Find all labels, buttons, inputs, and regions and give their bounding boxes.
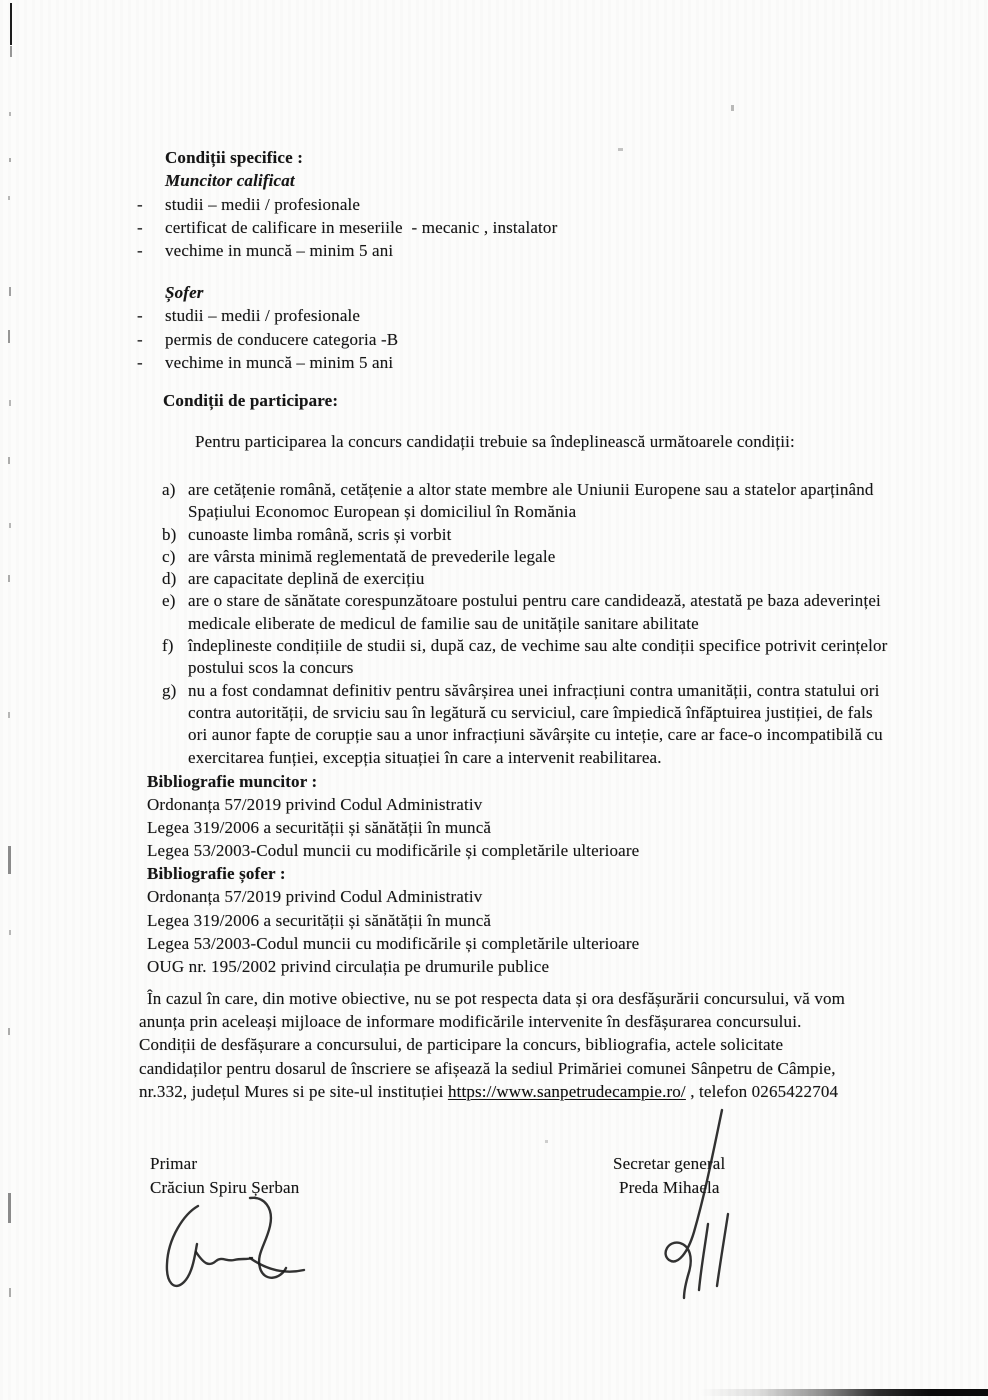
handwritten-signature-left	[152, 1192, 332, 1307]
scan-artifact	[8, 330, 10, 343]
scan-artifact	[9, 523, 11, 528]
list-item-text: vechime in muncă – minim 5 ani	[165, 352, 394, 372]
bibliography-line: Legea 53/2003-Codul muncii cu modificările și completările ulterioare	[147, 933, 640, 953]
closing-line: Condiții de desfășurare a concursului, de participare la concurs, bibliografia, actele solicitate	[139, 1035, 784, 1055]
bibliography-line: Legea 53/2003-Codul muncii cu modificările și completările ulterioare	[147, 841, 640, 861]
scan-artifact	[9, 287, 11, 296]
dash-bullet: -	[137, 352, 143, 372]
handwritten-signature-right	[638, 1106, 758, 1306]
specific-conditions-heading: Condiții specifice :	[165, 148, 304, 167]
scan-speck	[545, 1140, 548, 1143]
bibliography-driver-heading: Bibliografie șofer :	[147, 864, 286, 884]
list-item-line: cunoaste limba română, scris și vorbit	[188, 524, 452, 544]
bottom-scan-strip	[700, 1389, 988, 1396]
scan-artifact	[8, 1193, 11, 1223]
bibliography-line: Ordonanța 57/2019 privind Codul Administrativ	[147, 795, 483, 815]
closing-link-suffix: , telefon 0265422704	[685, 1081, 839, 1101]
scan-artifact	[8, 846, 11, 874]
list-item-line: are o stare de sănătate corespunzătoare postului pentru care candidează, atestată pe baza adeverinței	[188, 591, 881, 611]
list-item-g	[162, 680, 887, 769]
list-item-line: are capacitate deplină de exercițiu	[188, 569, 425, 589]
dash-bullet: -	[137, 194, 143, 214]
signer-name-secretar: Preda Mihaela	[619, 1177, 720, 1197]
closing-line: În cazul în care, din motive obiective, nu se pot respecta data și ora desfășurării concursului, vă vom	[147, 989, 846, 1008]
list-item-line: Spațiului Economoc European și domiciliul în Romănia	[188, 502, 577, 522]
participation-list	[162, 479, 887, 769]
scan-artifact	[9, 930, 11, 935]
bibliography-section	[147, 770, 639, 978]
list-item	[137, 304, 398, 327]
list-item-text: vechime in muncă – minim 5 ani	[165, 241, 394, 261]
scan-artifact	[8, 712, 10, 718]
list-item-f	[162, 635, 887, 680]
list-item	[137, 239, 557, 262]
list-item	[137, 351, 398, 374]
scan-artifact	[9, 400, 11, 406]
list-item-b	[162, 524, 887, 546]
closing-link-prefix: nr.332, județul Mures si pe site-ul instituției	[139, 1081, 448, 1101]
list-item-text: studii – medii / profesionale	[165, 194, 361, 214]
closing-line: anunța prin aceleași mijloace de informare modificările intervenite în desfășurarea concursului.	[139, 1012, 802, 1032]
scan-artifact	[10, 3, 12, 45]
list-item-line: medicale eliberate de medicul de familie sau de unitățile sanitare abilitate	[188, 613, 699, 633]
specific-conditions-driver	[137, 281, 398, 374]
list-item-label: g)	[162, 680, 177, 700]
scan-artifact	[8, 457, 10, 464]
list-item-label: b)	[162, 524, 177, 544]
list-item-line: are cetățenie română, cetățenie a altor state membre ale Uniunii Europene sau a statelor aparținând	[188, 480, 874, 499]
bibliography-worker-heading: Bibliografie muncitor :	[147, 772, 318, 791]
scan-speck	[731, 105, 734, 111]
dash-bullet: -	[137, 329, 143, 349]
group-title-muncitor: Muncitor calificat	[165, 171, 295, 191]
closing-line: candidaților pentru dosarul de înscriere se afișează la sediul Primăriei comunei Sânpetru de Câmpie,	[139, 1058, 836, 1078]
list-item-line: are vârsta minimă reglementată de prevederile legale	[188, 546, 556, 566]
dash-bullet: -	[137, 306, 143, 326]
list-item-text: studii – medii / profesionale	[165, 306, 361, 326]
scan-artifact	[9, 158, 11, 162]
list-item-line: postului scos la concurs	[188, 658, 354, 678]
scan-artifact	[10, 46, 12, 57]
closing-paragraph	[139, 987, 845, 1103]
scan-artifact	[8, 1028, 10, 1035]
list-item-d	[162, 568, 887, 590]
list-item-line: exercitarea funției, excepția situației în care a intervenit reabilitarea.	[188, 747, 662, 767]
scan-artifact	[8, 196, 10, 200]
list-item-text: certificat de calificare in meseriile - mecanic , instalator	[165, 217, 558, 237]
scan-artifact	[9, 112, 11, 116]
signer-role-primar: Primar	[150, 1154, 198, 1173]
group-title-sofer: Șofer	[165, 283, 204, 302]
scan-artifact	[8, 575, 10, 582]
scan-speck	[618, 148, 623, 151]
participation-intro: Pentru participarea la concurs candidații trebuie sa îndeplinească următoarele condiții:	[195, 432, 795, 451]
bibliography-line: Legea 319/2006 a securității și sănătății în muncă	[147, 818, 492, 838]
list-item-line: ori aunor fapte de corupție sau a unor infracțiuni săvârșite cu inteție, care ar face-o incompatibilă cu	[188, 725, 883, 745]
list-item-label: d)	[162, 569, 177, 589]
list-item-label: c)	[162, 546, 176, 566]
list-item-label: f)	[162, 636, 174, 656]
bibliography-line: Legea 319/2006 a securității și sănătății în muncă	[147, 910, 492, 930]
list-item-text: permis de conducere categoria -B	[165, 329, 399, 349]
signer-role-secretar: Secretar general	[613, 1154, 726, 1173]
scan-artifact	[9, 1288, 11, 1297]
bibliography-line: Ordonanța 57/2019 privind Codul Administrativ	[147, 887, 483, 907]
list-item-label: e)	[162, 591, 176, 611]
bibliography-line: OUG nr. 195/2002 privind circulația pe drumurile publice	[147, 956, 550, 976]
list-item-e	[162, 590, 887, 635]
institution-website-link[interactable]: https://www.sanpetrudecampie.ro/	[447, 1081, 686, 1101]
signer-name-primar: Crăciun Spiru Șerban	[150, 1177, 300, 1197]
list-item-label: a)	[162, 480, 176, 499]
dash-bullet: -	[137, 241, 143, 261]
participation-heading: Condiții de participare:	[163, 391, 339, 410]
list-item-line: îndeplineste condițiile de studii si, după caz, de vechime sau alte condiții specifice potrivit cerințelor	[188, 636, 888, 656]
list-item-c	[162, 546, 887, 568]
specific-conditions-section	[137, 146, 557, 262]
list-item-line: contra autorității, de srviciu sau în legătură cu serviciul, care împiedică înfăptuirea justiției, de fals	[188, 702, 873, 722]
closing-line-with-link	[139, 1080, 845, 1103]
list-item-line: nu a fost condamnat definitiv pentru săvârșirea unei infracțiuni contra umanității, contra statului ori	[188, 680, 880, 700]
dash-bullet: -	[137, 217, 143, 237]
list-item	[137, 328, 398, 351]
list-item	[137, 193, 557, 216]
list-item-a	[162, 479, 887, 524]
list-item	[137, 216, 557, 239]
